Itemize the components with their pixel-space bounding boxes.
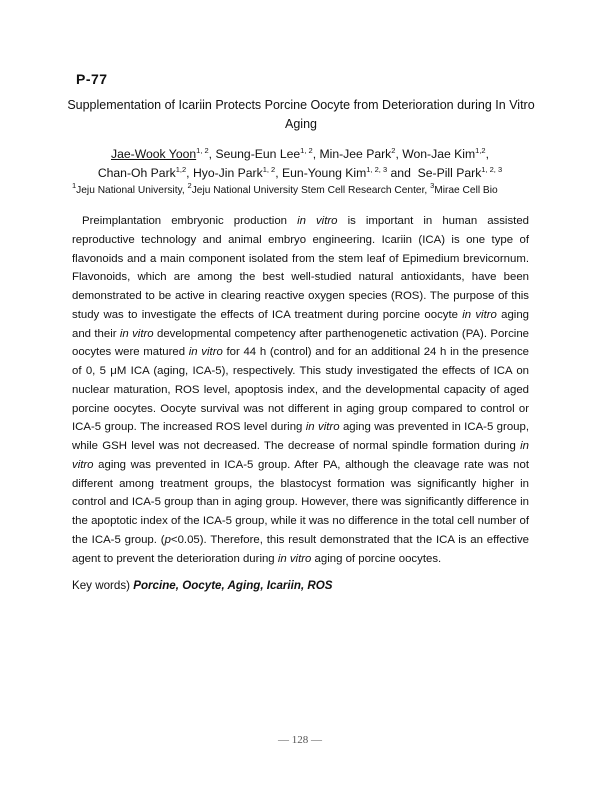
author-affiliation-sup: 1, 2 [196, 146, 209, 155]
author-affiliation-sup: 1,2 [475, 146, 486, 155]
keywords-line [72, 579, 333, 592]
author-separator: , [395, 147, 403, 161]
author-separator: , [275, 166, 283, 180]
poster-id: P-77 [76, 71, 108, 87]
author-name: Eun-Young Kim [282, 166, 367, 180]
author-name: Won-Jae Kim [402, 147, 476, 161]
affiliation-text: Mirae Cell Bio [434, 185, 498, 196]
author-affiliation-sup: 1, 2, 3 [481, 165, 503, 174]
author-separator: , [186, 166, 193, 180]
author-separator: , [208, 147, 216, 161]
author-line-1 [40, 145, 560, 164]
abstract-italic: in vitro [119, 327, 154, 340]
affiliation-sup: 1 [72, 181, 77, 190]
abstract-text: aging and their [72, 308, 529, 340]
abstract-italic: in vitro [462, 308, 497, 321]
author-name: Seung-Eun Lee [215, 147, 301, 161]
keywords-label: Key words) [72, 579, 130, 592]
author-name: Se-Pill Park [417, 166, 482, 180]
affiliation-sup: 2 [187, 181, 192, 190]
author-affiliation-sup: 1, 2, 3 [366, 165, 388, 174]
author-presenter: Jae-Wook Yoon [111, 147, 197, 161]
author-separator: and [387, 166, 415, 180]
abstract-text: Preimplantation embryonic production [82, 215, 298, 227]
abstract-text: <0.05). Therefore, this result demonstrated that the ICA is an effective agent to prevent the deterioration during [72, 533, 529, 565]
abstract-text: aging was prevented in ICA-5 group. After PA, although the cleavage rate was not different among treatment groups, the blastocyst formation was significantly higher in control and ICA-5 group than in aging group. However, there was significantly difference in the apoptotic index of the ICA-5 group, while it was no difference in the total cell number of the ICA-5 group. ( [72, 458, 529, 546]
author-separator: , [485, 147, 489, 161]
affiliation-text: Jeju National University, [76, 185, 188, 196]
author-list [40, 145, 560, 183]
abstract-italic: in vitro [188, 346, 223, 359]
author-line-2 [40, 164, 560, 183]
affiliations [72, 181, 572, 198]
abstract-italic: p [164, 533, 171, 546]
affiliation-text: Jeju National University Stem Cell Research Center, [191, 185, 431, 196]
abstract-body [72, 212, 529, 568]
abstract-italic: in vitro [72, 440, 529, 471]
page-number: — 128 — [278, 734, 322, 746]
abstract-text: developmental competency after parthenogenetic activation (PA). Porcine oocytes were matured [72, 327, 529, 359]
abstract-text: aging was prevented in ICA-5 group, while GSH level was not decreased. The decrease of normal spindle formation during [72, 421, 529, 452]
keywords-terms: Porcine, Oocyte, Aging, Icariin, ROS [133, 579, 333, 592]
author-separator: , [312, 147, 320, 161]
author-name: Chan-Oh Park [97, 166, 176, 180]
author-affiliation-sup: 1,2 [175, 165, 187, 174]
author-affiliation-sup: 2 [391, 146, 396, 155]
author-name: Min-Jee Park [319, 147, 392, 161]
author-affiliation-sup: 1, 2 [300, 146, 313, 155]
author-name: Hyo-Jin Park [192, 166, 263, 180]
abstract-italic: in vitro [297, 215, 338, 227]
abstract-text: is important in human assisted reproductive technology and animal embryo engineering. Icariin (ICA) is one type of flavonoids and a main component isolated from the stem leaf of Epimedium brevicornum. Flavonoids, which are among the best well-studied natural antioxidants, have been demonstrated to be active in clearing reactive oxygen species (ROS). The purpose of this study was to investigate the effects of ICA treatment during porcine oocyte [72, 215, 529, 321]
abstract-italic: in vitro [277, 552, 312, 565]
author-affiliation-sup: 1, 2 [262, 165, 276, 174]
paper-title: Supplementation of Icariin Protects Porcine Oocyte from Deterioration during In Vitro Aging [67, 98, 535, 131]
affiliation-sup: 3 [430, 181, 435, 190]
abstract-text: for 44 h (control) and for an additional 24 h in the presence of 0, 5 μM ICA (aging, ICA-5), respectively. This study investigated the effects of ICA on nuclear maturation, ROS level, apoptosis index, and the developmental capacity of aged porcine oocytes. Oocyte survival was not different in aging group compared to control or ICA-5 group. The increased ROS level during [72, 346, 529, 434]
abstract-italic: in vitro [305, 421, 340, 434]
abstract-text: aging of porcine oocytes. [311, 552, 442, 565]
